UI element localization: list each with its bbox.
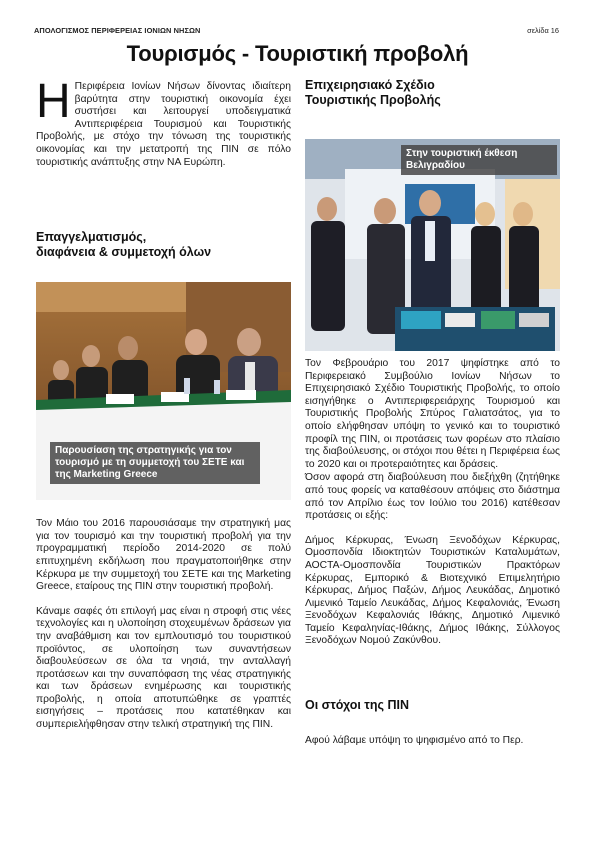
section-heading-line2: διαφάνεια & συμμετοχή όλων (36, 245, 212, 260)
drop-cap: Η (36, 75, 71, 128)
section-heading-goals: Οι στόχοι της ΠΙΝ (305, 698, 410, 713)
section-heading-line1: Επαγγελματισμός, (36, 230, 147, 245)
page-title: Τουρισμός - Τουριστική προβολή (126, 41, 469, 66)
intro-paragraph (36, 75, 291, 169)
running-header: ΑΠΟΛΟΓΙΣΜΟΣ ΠΕΡΙΦΕΡΕΙΑΣ ΙΟΝΙΩΝ ΝΗΣΩΝ (34, 26, 201, 35)
left-paragraph-1: Τον Μάιο του 2016 παρουσιάσαμε την στρατηγική μας για τον τουρισμό και την τουριστική προβολή για την προγραμματική περίοδο 2014-2020 σε πολύ επιτυχημένη εκδήλωση που πραγματοποιήθηκε στην Κέρκυρα με την συμμετοχή του ΣΕΤΕ και της Marketing Greece, εταίρους της ΠΙΝ στην τουριστική προβολή. (36, 518, 291, 593)
conference-photo-caption: Παρουσίαση της στρατηγικής για τον τουρισμό με τη συμμετοχή του ΣΕΤΕ και της Marketing Greece (50, 442, 260, 484)
section-heading-plan (305, 78, 560, 108)
section-heading-professionalism (36, 230, 291, 260)
left-paragraph-2: Κάναμε σαφές ότι επιλογή μας είναι η στροφή στις νέες τεχνολογίες και η υλοποίηση στοχευμένων δράσεων για την αναβάθμιση και τον εμπλουτισμό του τουριστικού προϊόντος, σε υλοποίηση των συναντήσεων διαβουλεύσεων σε όλα τα νησιά, την ανταλλαγή προτάσεων και την συναπόφαση της νέας στρατηγικής και των δράσεων ενημέρωσης και τουριστικής προβολής, η οποία αποτυπώθηκε σε γραπτές εισηγήσεις – προτάσεις που κατατέθηκαν και συμπεριελήφθησαν στην τελική στρατηγική της ΠΙΝ. (36, 605, 291, 731)
plan-heading-line2: Τουριστικής Προβολής (305, 93, 441, 107)
conference-photo (36, 282, 291, 500)
right-paragraph-3: Δήμος Κέρκυρας, Ένωση Ξενοδόχων Κέρκυρας, Ομοσπονδία Ιδιοκτητών Τουριστικών Καταλυμάτων, ΑΟCΤΑ-Ομοσπονδία Τουριστικών Πρακτόρων Κέρκυρας, Εμπορικό & Βιοτεχνικό Επιμελητήριο Κέρκυρας, Δήμος Παξών, Δήμος Λευκάδας, Δημοτικό Λιμενικό Ταμείο Λευκάδας, Δήμος Κεφαλονιάς, Ένωση Ξενοδόχων Κεφαλονιάς Ιθάκης, Δημοτικό Λιμενικό Ταμείο Κεφαληνίας-Ιθάκης, Δήμος Ιθάκης, Σύλλογος Ξενοδόχων Νομού Ζακύνθου. (305, 534, 560, 647)
intro-text: Περιφέρεια Ιονίων Νήσων δίνοντας ιδιαίτερη βαρύτητα στην τουριστική οικονομία έχει συστήσει και λειτουργεί υποδειγματικά Αντιπεριφέρεια Τουρισμού και Τουριστικής Προβολής, με στόχο την τόνωση της τουριστικής οικονομίας και την μετατροπή της ΠΙΝ σε πόλο τουριστικής ανάπτυξης στην ΝΑ Ευρώπη. (36, 81, 291, 168)
right-paragraph-4: Αφού λάβαμε υπόψη το ψηφισμένο από το Περ. (305, 735, 524, 747)
exhibition-photo-caption: Στην τουριστική έκθεση Βελιγραδίου (401, 145, 557, 175)
right-column (305, 78, 560, 748)
exhibition-photo (305, 139, 560, 351)
right-paragraph-2: Όσον αφορά στη διαβούλευση που διεξήχθη (ζητήθηκε από τους φορείς να καταθέσουν απόψεις στο διάστημα από τον Απρίλιο έως τον Ιούλιο του 2016) κατέθεσαν προτάσεις οι εξής: (305, 472, 560, 522)
right-paragraph-1: Τον Φεβρουάριο του 2017 ψηφίστηκε από το Περιφερειακό Συμβούλιο Ιονίων Νήσων το Επιχειρησιακό Σχέδιο Τουριστικής Προβολής, το οποίο εισηγήθηκε ο Αντιπεριφερειάρχης Τουρισμού και Τουριστικής Προβολής Σπύρος Γαλιατσάτος, για το οποίο ελήφθησαν υπόψη το γενικό και το τουριστικό προφίλ της ΠΙΝ, οι προτάσεις των φορέων στο πλαίσιο της διαβούλευσης, οι στόχοι που θέτει η Περιφέρεια έως το 2020 και οι προτεραιότητες και δράσεις. (305, 358, 560, 470)
page-number: σελίδα 16 (527, 26, 559, 35)
plan-heading-line1: Επιχειρησιακό Σχέδιο (305, 78, 435, 92)
left-column (36, 75, 291, 732)
